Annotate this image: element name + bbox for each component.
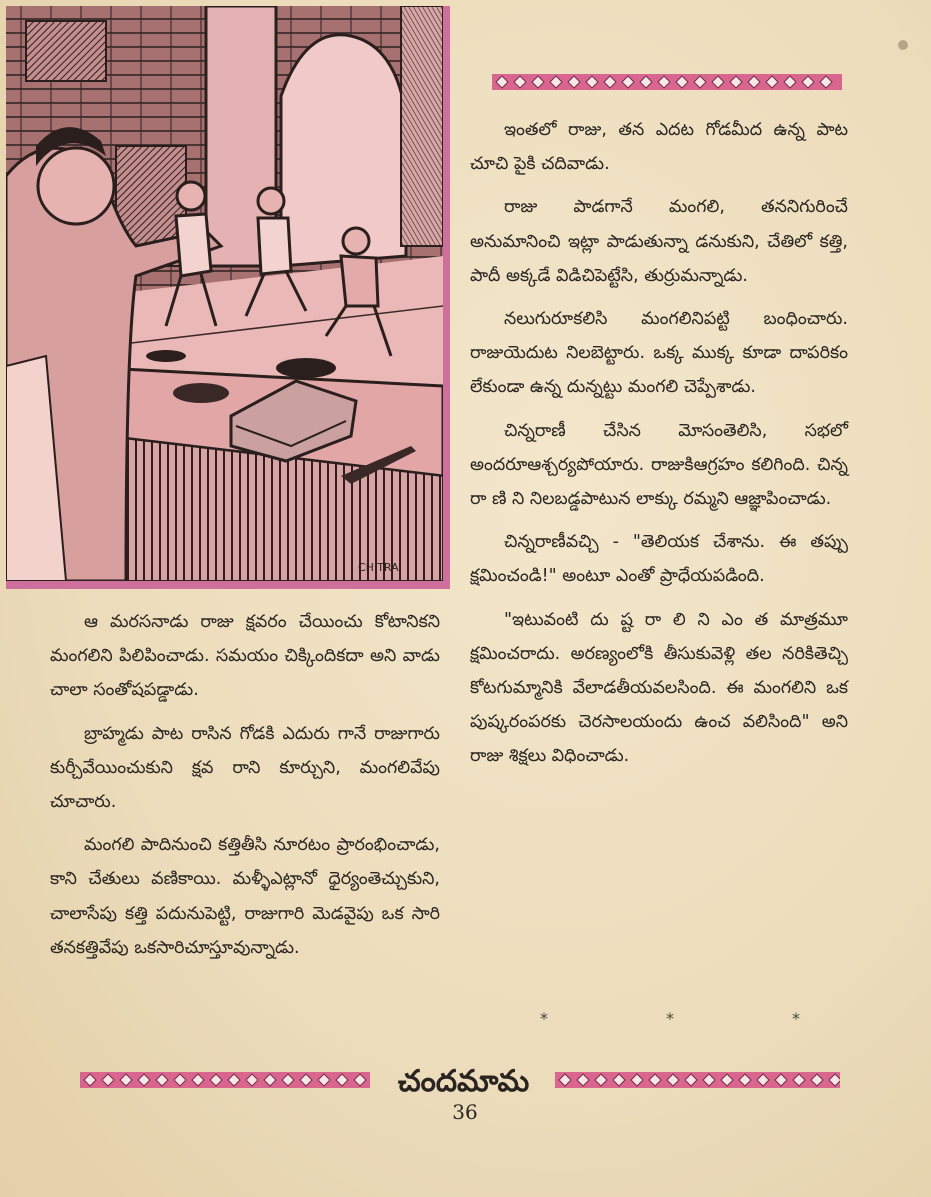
- footer-ornament-right: [555, 1070, 840, 1090]
- magazine-title: చందమామ: [397, 1064, 530, 1099]
- section-separator: [540, 1009, 800, 1028]
- paragraph: ఆ మరసనాడు రాజు క్షవరం చేయించు కోటానికని మంగలిని పిలిపించాడు. సమయం చిక్కిందికదా అని వాడు చాలా సంతోషపడ్డాడు.: [50, 612, 440, 701]
- paragraph: నలుగురూకలిసి మంగలినిపట్టి బంధించారు. రాజుయెదుట నిలబెట్టారు. ఒక్క ముక్క కూడా దాపరికం లేకుండా ఉన్న దున్నట్టు మంగలి చెప్పేశాడు.: [470, 309, 848, 398]
- right-text-column: [470, 113, 848, 774]
- paragraph: "ఇటువంటి దు ష్ట రా లి ని ఎం త మాత్రమూ క్షమించరాదు. అరణ్యంలోకి తీసుకువెళ్లి తల నరికితెచ్చి కోటగుమ్మానికి వేలాడతీయవలసింది. ఈ మంగలిని ఒక పుష్కరంపరకు చెరసాలయందు ఉంచ వలిసింది" అని రాజు శిక్షలు విధించాడు.: [470, 609, 848, 767]
- artist-signature: CHITRA: [358, 561, 399, 574]
- separator-star: *: [792, 1009, 800, 1028]
- paragraph: చిన్నరాణీ చేసిన మోసంతెలిసి, సభలో అందరూఆశ్చర్యపోయారు. రాజుకిఆగ్రహం కలిగింది. చిన్న రా ణి ని నిలబడ్డపాటున లాక్కు రమ్మని ఆజ్ఞాపించాడు.: [470, 420, 848, 510]
- paragraph: బ్రాహ్మడు పాట రాసిన గోడకి ఎదురు గానే రాజుగారు కుర్చీవేయించుకుని క్షవ రాని కూర్చుని, మంగలివేపు చూచారు.: [50, 723, 440, 813]
- paragraph: మంగలి పాదినుంచి కత్తితీసి నూరటం ప్రారంభించాడు, కాని చేతులు వణికాయి. మళ్ళీఎట్లానో ధైర్యంతెచ్చుకుని, చాలాసేపు కత్తి పదునుపెట్టి, రాజుగారి మెడవైపు ఒక సారి తనకత్తివేపు ఒకసారిచూస్తూవున్నాడు.: [50, 835, 440, 958]
- story-illustration: [6, 6, 450, 589]
- left-text-column: [50, 605, 440, 965]
- footer-ornament-left: [80, 1070, 370, 1090]
- barber-escape-drawing: [6, 6, 443, 581]
- separator-star: *: [540, 1009, 548, 1028]
- separator-star: *: [666, 1009, 674, 1028]
- paragraph: ఇంతలో రాజు, తన ఎదట గోడమీద ఉన్న పాట చూచి పైకి చదివాడు.: [470, 120, 848, 175]
- top-ornament: [492, 72, 842, 92]
- page-number: 36: [452, 1100, 478, 1124]
- ornament-row: [492, 74, 842, 90]
- paragraph: రాజు పాడగానే మంగలి, తననిగురించే అనుమానించి ఇట్లా పాడుతున్నా డనుకుని, చేతిలో కత్తి, పాదీ అక్కడే విడిచిపెట్టేసి, తుర్రుమన్నాడు.: [470, 197, 848, 286]
- paragraph: చిన్నరాణీవచ్చి - "తెలియక చేశాను. ఈ తప్పు క్షమించండి!" అంటూ ఎంతో ప్రాధేయపడింది.: [470, 532, 848, 587]
- binding-hole: [898, 40, 908, 50]
